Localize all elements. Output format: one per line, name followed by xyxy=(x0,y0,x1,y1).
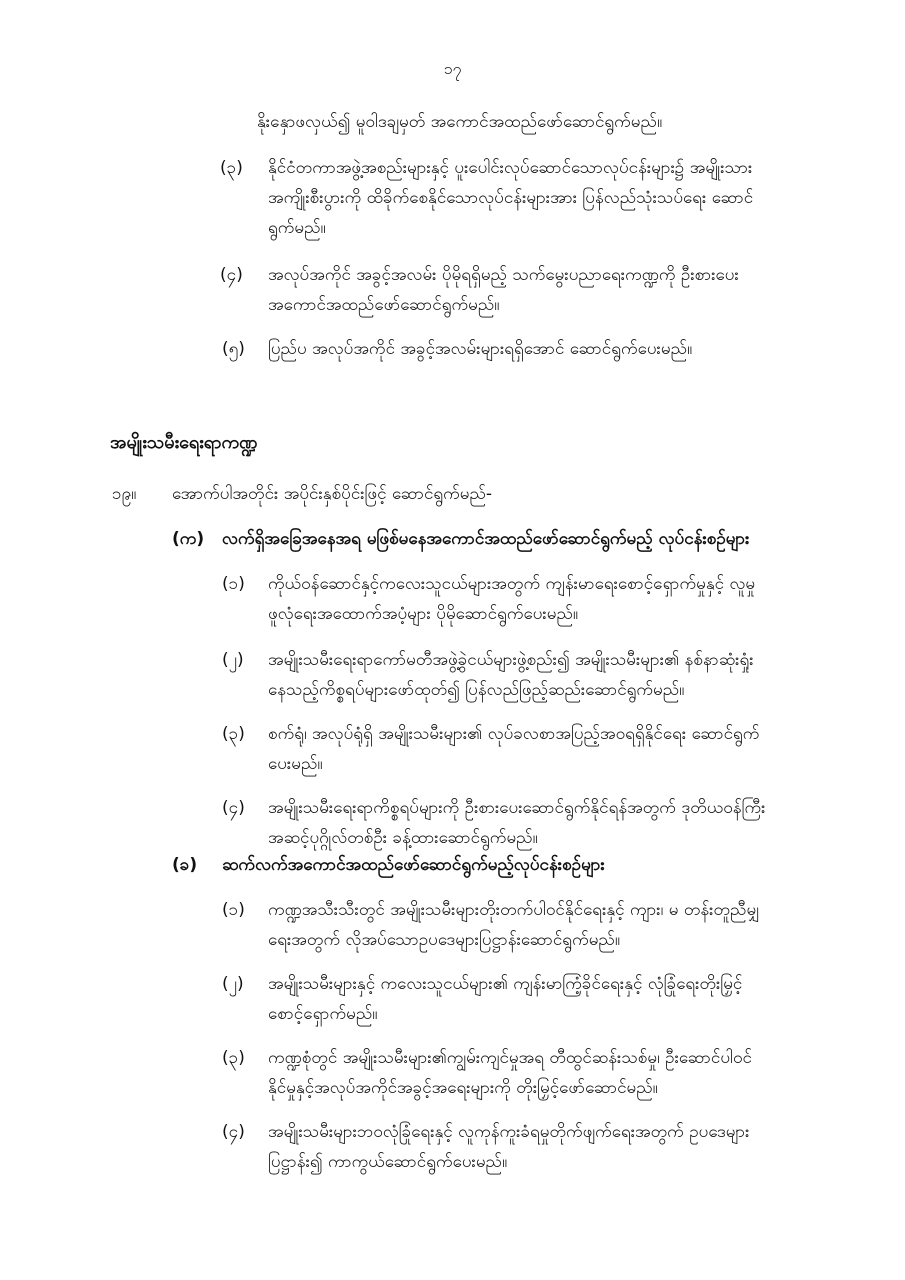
item-top-4-line-2: အကောင်အထည်ဖော်ဆောင်ရွက်မည်။ xyxy=(268,295,500,315)
part-kha-item-1-number: (၁) xyxy=(222,900,245,920)
part-kha-item-1-line-1: ကဏ္ဍအသီးသီးတွင် အမျိုးသမီးများတိုးတက်ပါဝင်နိုင်ရေးနှင့် ကျား၊ မ တန်းတူညီမျှ xyxy=(268,900,760,920)
part-ka-item-2-line-2: နေသည့်ကိစ္စရပ်များဖော်ထုတ်၍ ပြန်လည်ဖြည့်ဆည်းဆောင်ရွက်မည်။ xyxy=(268,680,685,700)
part-ka-item-3-number: (၃) xyxy=(222,724,245,744)
item-top-3-line-2: အကျိုးစီးပွားကို ထိခိုက်စေနိုင်သောလုပ်ငန်းများအား ပြန်လည်သုံးသပ်ရေး ဆောင် xyxy=(268,188,754,208)
part-ka-item-2-number: (၂) xyxy=(222,650,244,670)
intro-line: နိုးနှောဖလှယ်၍ မူဝါဒချမှတ် အကောင်အထည်ဖော်ဆောင်ရွက်မည်။ xyxy=(257,112,663,132)
item-top-3-line-1: နိုင်ငံတကာအဖွဲ့အစည်းများနှင့် ပူးပေါင်းလုပ်ဆောင်သောလုပ်ငန်းများ၌ အမျိုးသား xyxy=(268,158,753,178)
part-ka-item-1-line-2: ဖူလုံရေးအထောက်အပံ့များ ပိုမိုဆောင်ရွက်ပေးမည်။ xyxy=(268,604,579,624)
item-top-4-number: (၄) xyxy=(220,265,243,285)
item-top-3-number: (၃) xyxy=(220,158,243,178)
part-ka-item-3-line-2: ပေးမည်။ xyxy=(268,754,323,774)
part-ka-item-1-number: (၁) xyxy=(222,574,245,594)
section-title: အမျိုးသမီးရေးရာကဏ္ဍ xyxy=(110,432,258,453)
part-kha-item-3-number: (၃) xyxy=(222,1048,245,1068)
part-ka-item-4-line-2: အဆင့်ပုဂ္ဂိုလ်တစ်ဦး ခန့်ထားဆောင်ရွက်မည်။ xyxy=(268,828,538,848)
part-kha-item-3-line-2: နိုင်မှုနှင့်အလုပ်အကိုင်အခွင့်အရေးများကို တိုးမြှင့်ဖော်ဆောင်မည်။ xyxy=(268,1078,658,1098)
part-kha-item-2-line-2: စောင့်ရှောက်မည်။ xyxy=(268,1004,378,1024)
part-kha-title: ဆက်လက်အကောင်အထည်ဖော်ဆောင်ရွက်မည့်လုပ်ငန်းစဉ်များ xyxy=(222,855,605,875)
part-kha-item-1-line-2: ရေးအတွက် လိုအပ်သောဥပဒေများပြဋ္ဌာန်းဆောင်ရွက်မည်။ xyxy=(268,930,620,950)
part-ka-title: လက်ရှိအခြေအနေအရ မဖြစ်မနေအကောင်အထည်ဖော်ဆောင်ရွက်မည့် လုပ်ငန်းစဉ်များ xyxy=(222,529,750,549)
section-intro: အောက်ပါအတိုင်း အပိုင်းနှစ်ပိုင်းဖြင့် ဆောင်ရွက်မည်- xyxy=(172,484,493,504)
part-ka-item-4-line-1: အမျိုးသမီးရေးရာကိစ္စရပ်များကို ဦးစားပေးဆောင်ရွက်နိုင်ရန်အတွက် ဒုတိယဝန်ကြီး xyxy=(268,798,766,818)
part-ka-item-3-line-1: စက်ရုံ၊ အလုပ်ရုံရှိ အမျိုးသမီးများ၏ လုပ်ခလစာအပြည့်အဝရရှိနိုင်ရေး ဆောင်ရွက် xyxy=(268,724,760,744)
part-kha-item-2-number: (၂) xyxy=(222,974,244,994)
part-ka-item-1-line-1: ကိုယ်ဝန်ဆောင်နှင့်ကလေးသူငယ်များအတွက် ကျန်းမာရေးစောင့်ရှောက်မှုနှင့် လူမှု xyxy=(268,574,756,594)
part-kha-item-4-line-1: အမျိုးသမီးများဘဝလုံခြုံရေးနှင့် လူကုန်ကူးခံရမှုတိုက်ဖျက်ရေးအတွက် ဥပဒေများ xyxy=(268,1122,750,1142)
part-kha-item-2-line-1: အမျိုးသမီးများနှင့် ကလေးသူငယ်များ၏ ကျန်းမာကြံ့ခိုင်ရေးနှင့် လုံခြုံရေးတိုးမြှင့် xyxy=(268,974,743,994)
part-kha-item-4-number: (၄) xyxy=(222,1122,245,1142)
page-number: ၁၇ xyxy=(443,59,462,78)
part-ka-item-4-number: (၄) xyxy=(222,798,245,818)
item-top-3-line-3: ရွက်မည်။ xyxy=(268,218,326,238)
part-kha-item-3-line-1: ကဏ္ဍစုံတွင် အမျိုးသမီးများ၏ကျွမ်းကျင်မှုအရ တီထွင်ဆန်းသစ်မှု၊ ဦးဆောင်ပါဝင် xyxy=(268,1048,752,1068)
item-top-4-line-1: အလုပ်အကိုင် အခွင့်အလမ်း ပိုမိုရရှိမည့် သက်မွေးပညာရေးကဏ္ဍကို ဦးစားပေး xyxy=(268,265,739,285)
part-kha-item-4-line-2: ပြဋ္ဌာန်း၍ ကာကွယ်ဆောင်ရွက်ပေးမည်။ xyxy=(268,1152,508,1172)
section-number: ၁၉။ xyxy=(112,484,137,504)
item-top-5-number: (၅) xyxy=(222,339,245,359)
part-ka-number: (က) xyxy=(172,529,205,549)
part-kha-number: (ခ) xyxy=(172,855,198,875)
part-ka-item-2-line-1: အမျိုးသမီးရေးရာကော်မတီအဖွဲ့ခွဲငယ်များဖွဲ့စည်း၍ အမျိုးသမီးများ၏ နစ်နာဆုံးရှုံး xyxy=(268,650,754,670)
item-top-5-line-1: ပြည်ပ အလုပ်အကိုင် အခွင့်အလမ်းများရရှိအောင် ဆောင်ရွက်ပေးမည်။ xyxy=(268,339,693,359)
